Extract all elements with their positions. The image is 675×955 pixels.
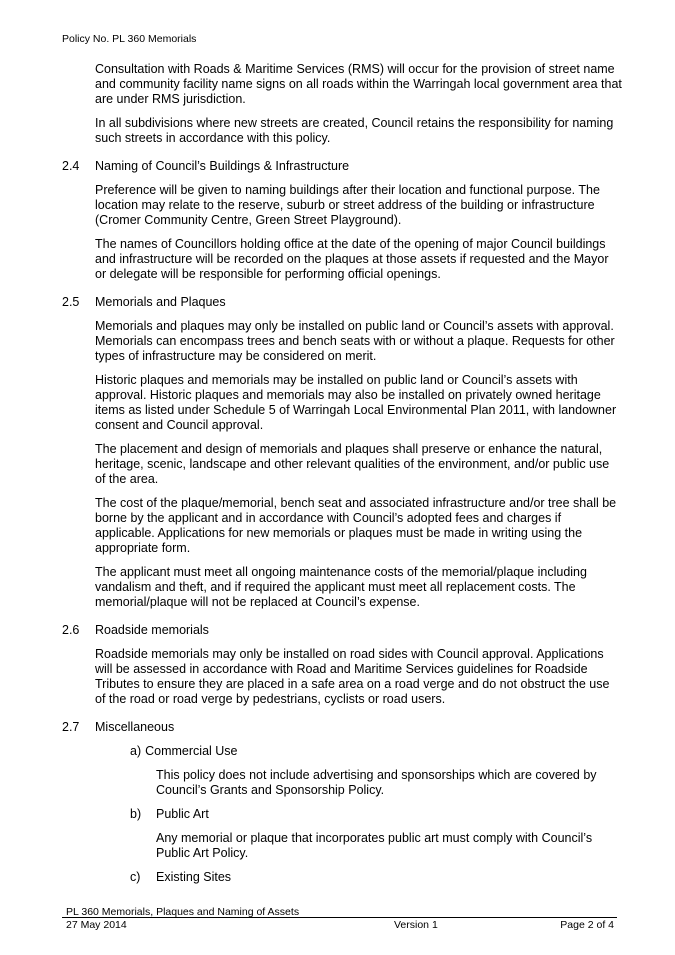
section-paragraph: The names of Councillors holding office at the date of the opening of major Council buildings and infrastructure will be recorded on the plaques at those assets if requested and the Mayor or delegate will be responsible for performing official openings.: [95, 237, 609, 281]
subsection-letter: a): [130, 744, 142, 758]
subsection-heading-b: [130, 807, 622, 822]
section-number: 2.5: [62, 295, 80, 309]
section-heading-2-5: [62, 295, 622, 310]
section-title: Naming of Council’s Buildings & Infrastructure: [95, 159, 350, 173]
section-heading-2-6: [62, 623, 622, 638]
subsection-letter: b): [130, 807, 142, 821]
section-paragraph: The placement and design of memorials and plaques shall preserve or enhance the natural, heritage, scenic, landscape and other relevant qualities of the environment, and/or public use of the area.: [95, 442, 610, 486]
footer-document-title: PL 360 Memorials, Plaques and Naming of Assets: [66, 906, 300, 918]
section-number: 2.4: [62, 159, 80, 173]
section-paragraph: Memorials and plaques may only be installed on public land or Council’s assets with approval. Memorials can encompass trees and bench seats with or without a plaque. Requests for other types of infrastructure may be considered on merit.: [95, 319, 615, 363]
subsection-title: Existing Sites: [156, 870, 232, 884]
subsection-heading-c: [130, 870, 622, 885]
footer-version: Version 1: [394, 919, 438, 931]
section-title: Miscellaneous: [95, 720, 175, 734]
subsection-title: Public Art: [156, 807, 209, 821]
subsection-heading-a: [130, 744, 622, 759]
section-paragraph: The cost of the plaque/memorial, bench seat and associated infrastructure and/or tree shall be borne by the applicant and in accordance with Council’s adopted fees and charges if applicable. Applications for new memorials or plaques must be made in writing using the appropriate form.: [95, 496, 617, 555]
section-title: Roadside memorials: [95, 623, 209, 637]
footer-date: 27 May 2014: [66, 919, 127, 931]
document-body: [62, 62, 622, 894]
subsection-letter: c): [130, 870, 141, 884]
subsection-paragraph: This policy does not include advertising and sponsorships which are covered by Council’s Grants and Sponsorship Policy.: [156, 768, 597, 797]
intro-paragraph: In all subdivisions where new streets are created, Council retains the responsibility for naming such streets in accordance with this policy.: [95, 116, 614, 145]
section-number: 2.6: [62, 623, 80, 637]
subsection-title: Commercial Use: [145, 744, 238, 758]
section-paragraph: Preference will be given to naming buildings after their location and functional purpose. The location may relate to the reserve, suburb or street address of the building or infrastructure (Cromer Community Centre, Green Street Playground).: [95, 183, 600, 227]
page-header: Policy No. PL 360 Memorials: [62, 33, 197, 45]
section-paragraph: Roadside memorials may only be installed on road sides with Council approval. Applications will be assessed in accordance with Road and Maritime Services guidelines for Roadside Tributes to ensure they are placed in a safe area on a road verge and do not obstruct the use of the road or road verge by pedestrians, cyclists or road users.: [95, 647, 610, 706]
footer-divider: [62, 917, 617, 918]
section-title: Memorials and Plaques: [95, 295, 226, 309]
section-heading-2-7: [62, 720, 622, 735]
section-paragraph: Historic plaques and memorials may be installed on public land or Council’s assets with approval. Historic plaques and memorials may also be installed on privately owned heritage items as listed under Schedule 5 of Warringah Local Environmental Plan 2011, with landowner consent and Council approval.: [95, 373, 617, 432]
subsection-paragraph: Any memorial or plaque that incorporates public art must comply with Council’s Public Art Policy.: [156, 831, 593, 860]
section-number: 2.7: [62, 720, 80, 734]
footer-page-number: Page 2 of 4: [560, 919, 614, 931]
section-paragraph: The applicant must meet all ongoing maintenance costs of the memorial/plaque including vandalism and theft, and if required the applicant must meet all replacement costs. The memorial/plaque will not be replaced at Council’s expense.: [95, 565, 587, 609]
section-heading-2-4: [62, 159, 622, 174]
intro-paragraph: Consultation with Roads & Maritime Services (RMS) will occur for the provision of street name and community facility name signs on all roads within the Warringah local government area that are under RMS jurisdiction.: [95, 62, 622, 106]
